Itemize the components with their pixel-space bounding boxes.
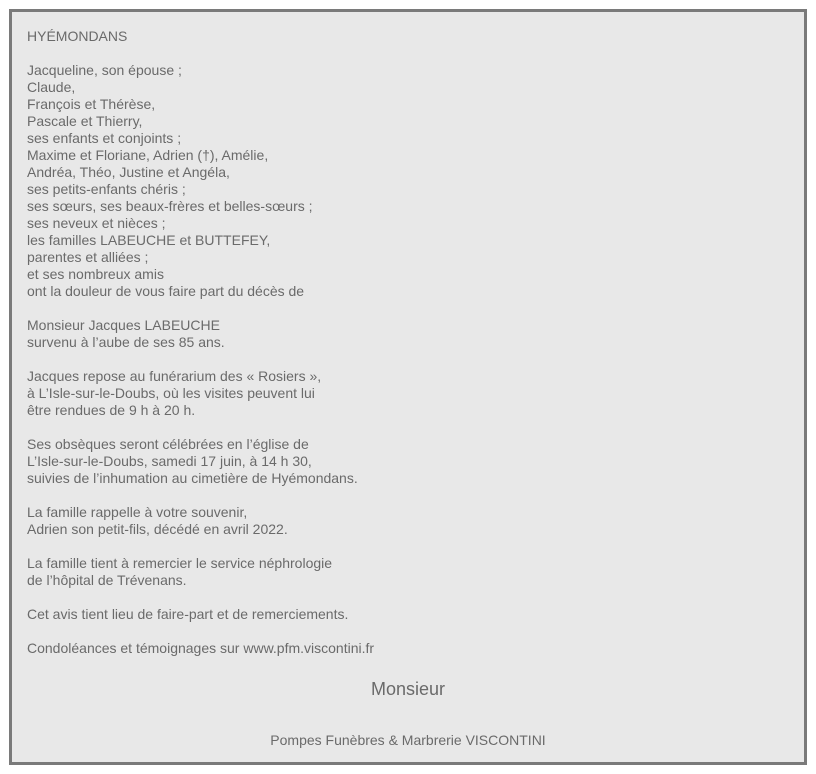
rest-line: Jacques repose au funérarium des « Rosiers », (27, 368, 322, 384)
condolences-line: Condoléances et témoignages sur www.pfm.viscontini.fr (27, 640, 375, 656)
funeral-line: Ses obsèques seront célébrées en l’église de (27, 436, 309, 452)
family-line: ont la douleur de vous faire part du décès de (27, 283, 305, 299)
notice-line: Cet avis tient lieu de faire-part et de remerciements. (27, 606, 349, 622)
rest-line: être rendues de 9 h à 20 h. (27, 402, 196, 418)
family-line: parentes et alliées ; (27, 249, 149, 265)
family-line: Claude, (27, 79, 76, 95)
notice-body (27, 28, 787, 657)
family-line: ses petits-enfants chéris ; (27, 181, 186, 197)
family-line: ses neveux et nièces ; (27, 215, 166, 231)
paragraph-gap (27, 419, 787, 436)
rest-paragraph (27, 368, 787, 419)
paragraph-gap (27, 623, 787, 640)
paragraph-gap (27, 351, 787, 368)
thanks-line: de l’hôpital de Trévenans. (27, 572, 187, 588)
paragraph-gap (27, 45, 787, 62)
rest-line: à L’Isle-sur-le-Doubs, où les visites peuvent lui (27, 385, 315, 401)
paragraph-gap (27, 300, 787, 317)
paragraph-gap (27, 589, 787, 606)
family-line: et ses nombreux amis (27, 266, 164, 282)
family-line: Pascale et Thierry, (27, 113, 143, 129)
memory-paragraph (27, 504, 787, 538)
funeral-home-footer: Pompes Funèbres & Marbrerie VISCONTINI (270, 732, 546, 748)
funeral-line: suivies de l’inhumation au cimetière de Hyémondans. (27, 470, 358, 486)
deceased-line: Monsieur Jacques LABEUCHE (27, 317, 220, 333)
family-line: les familles LABEUCHE et BUTTEFEY, (27, 232, 271, 248)
family-line: François et Thérèse, (27, 96, 156, 112)
family-line: Andréa, Théo, Justine et Angéla, (27, 164, 230, 180)
funeral-line: L’Isle-sur-le-Doubs, samedi 17 juin, à 14 h 30, (27, 453, 312, 469)
obituary-notice (9, 9, 807, 765)
thanks-paragraph (27, 555, 787, 589)
family-line: ses sœurs, ses beaux-frères et belles-sœurs ; (27, 198, 313, 214)
deceased-line: survenu à l’aube de ses 85 ans. (27, 334, 225, 350)
family-line: Jacqueline, son épouse ; (27, 62, 182, 78)
paragraph-gap (27, 538, 787, 555)
family-paragraph (27, 62, 787, 300)
memory-line: Adrien son petit-fils, décédé en avril 2022. (27, 521, 288, 537)
family-line: Maxime et Floriane, Adrien (†), Amélie, (27, 147, 269, 163)
memory-line: La famille rappelle à votre souvenir, (27, 504, 248, 520)
notice-heading: HYÉMONDANS (27, 28, 128, 44)
title-name: Monsieur (370, 679, 446, 699)
family-line: ses enfants et conjoints ; (27, 130, 182, 146)
funeral-paragraph (27, 436, 787, 487)
thanks-line: La famille tient à remercier le service néphrologie (27, 555, 333, 571)
paragraph-gap (27, 487, 787, 504)
deceased-paragraph (27, 317, 787, 351)
